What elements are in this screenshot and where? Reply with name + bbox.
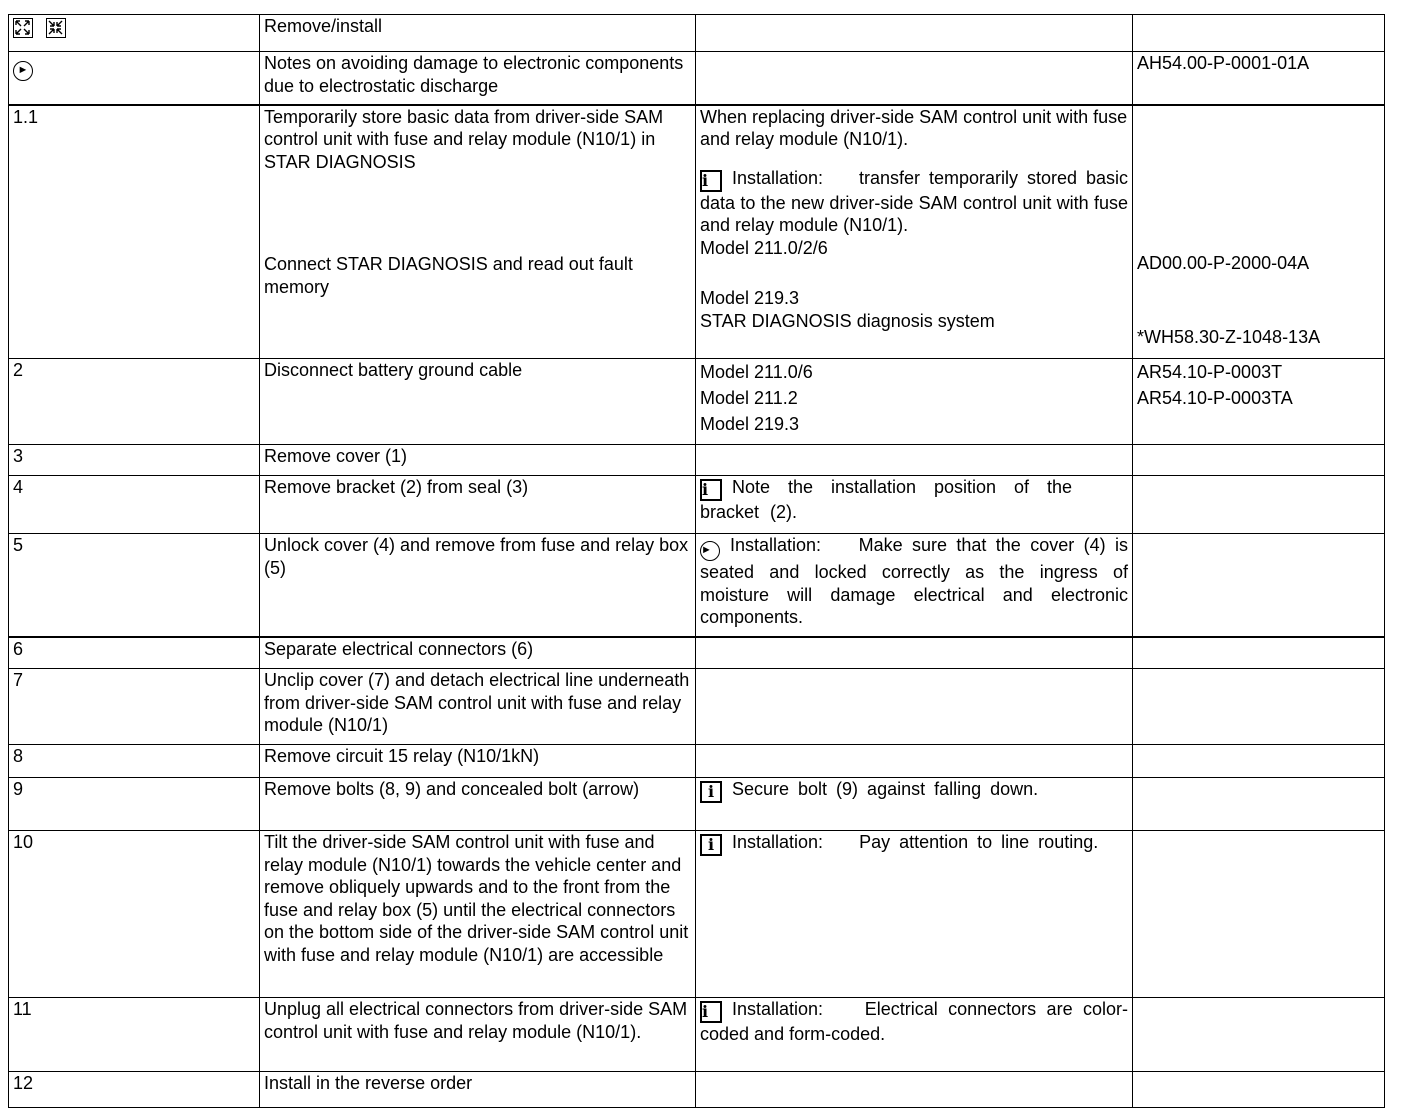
step-number: 8: [9, 745, 260, 778]
install-icon: [46, 18, 66, 38]
step-refs: [1133, 105, 1385, 359]
step-number: 3: [9, 445, 260, 476]
step-action: Unlock cover (4) and remove from fuse and relay box (5): [260, 534, 696, 637]
note-text: When replacing driver-side SAM control unit with fuse and relay module (N10/1).: [700, 106, 1128, 149]
info-icon: i: [700, 479, 722, 501]
tool-text: STAR DIAGNOSIS diagnosis system: [700, 310, 995, 331]
model-text: Model 219.3: [700, 414, 800, 434]
table-row: [9, 778, 1385, 831]
work-instruction-table: [8, 14, 1385, 1108]
info-note: i Installation: transfer temporarily stored basic data to the new driver-side SAM control unit with fuse and relay module (N10/1).: [700, 167, 1128, 235]
table-row: [9, 1072, 1385, 1108]
info-icon: i: [700, 1001, 722, 1023]
table-row: [9, 637, 1385, 669]
step-action: Install in the reverse order: [260, 1072, 696, 1108]
action-text: Temporarily store basic data from driver-side SAM control unit with fuse and relay module (N10/1) in STAR DIAGNOSIS: [264, 106, 664, 172]
step-action: Remove bracket (2) from seal (3): [260, 476, 696, 534]
table-row: [9, 745, 1385, 778]
model-text: Model 211.2: [700, 388, 798, 408]
info-icon: i: [700, 781, 722, 803]
step-number: 10: [9, 831, 260, 998]
step-action: Separate electrical connectors (6): [260, 637, 696, 669]
action-text: Connect STAR DIAGNOSIS and read out fault memory: [264, 254, 633, 297]
step-action: Tilt the driver-side SAM control unit with fuse and relay module (N10/1) towards the vehicle center and remove obliquely upwards and to the front from the fuse and relay box (5) until the electrical connectors on the bottom side of the driver-side SAM control unit with fuse and relay module (N10/1) are accessible: [260, 831, 696, 998]
step-number: 4: [9, 476, 260, 534]
table-row: [9, 669, 1385, 745]
info-icon: i: [700, 170, 722, 192]
header-title: Remove/install: [260, 15, 696, 52]
step-action: [260, 105, 696, 359]
table-row: [9, 831, 1385, 998]
step-notes: [696, 359, 1133, 445]
table-row: [9, 359, 1385, 445]
step-number: 7: [9, 669, 260, 745]
esd-icon-cell: [9, 52, 260, 105]
reference-link[interactable]: AD00.00-P-2000-04A: [1137, 252, 1310, 273]
header-row: [9, 15, 1385, 52]
step-action: Remove cover (1): [260, 445, 696, 476]
remove-icon: [13, 18, 33, 38]
model-text: Model 211.0/6: [700, 362, 813, 382]
step-action: Unclip cover (7) and detach electrical line underneath from driver-side SAM control unit with fuse and relay module (N10/1): [260, 669, 696, 745]
model-text: Model 211.0/2/6: [700, 237, 828, 258]
step-notes: [696, 105, 1133, 359]
reference-link[interactable]: *WH58.30-Z-1048-13A: [1137, 327, 1321, 347]
table-row: [9, 445, 1385, 476]
step-notes: ► Installation: Make sure that the cover (4) is seated and locked correctly as the ingress of moisture will damage electrical and electronic components.: [696, 534, 1133, 637]
step-number: 2: [9, 359, 260, 445]
esd-warning-icon: ►: [700, 541, 720, 561]
step-action: Unplug all electrical connectors from driver-side SAM control unit with fuse and relay module (N10/1).: [260, 998, 696, 1072]
esd-text: Notes on avoiding damage to electronic components due to electrostatic discharge: [260, 52, 696, 105]
header-icons-cell: [9, 15, 260, 52]
step-notes: i Note the installation position of the bracket (2).: [696, 476, 1133, 534]
step-notes: i Secure bolt (9) against falling down.: [696, 778, 1133, 831]
step-notes: i Installation: Electrical connectors are color-coded and form-coded.: [696, 998, 1133, 1072]
reference-link[interactable]: AR54.10-P-0003T: [1137, 362, 1283, 382]
reference-link[interactable]: AR54.10-P-0003TA: [1137, 388, 1293, 408]
model-text: Model 219.3: [700, 288, 800, 308]
step-number: 1.1: [9, 105, 260, 359]
step-number: 12: [9, 1072, 260, 1108]
table-row: [9, 105, 1385, 359]
table-row: [9, 534, 1385, 637]
step-notes: i Installation: Pay attention to line routing.: [696, 831, 1133, 998]
step-action: Disconnect battery ground cable: [260, 359, 696, 445]
step-number: 11: [9, 998, 260, 1072]
step-number: 9: [9, 778, 260, 831]
step-refs: [1133, 359, 1385, 445]
table-row: [9, 476, 1385, 534]
step-action: Remove bolts (8, 9) and concealed bolt (arrow): [260, 778, 696, 831]
esd-ref[interactable]: AH54.00-P-0001-01A: [1133, 52, 1385, 105]
esd-warning-icon: ►: [13, 61, 33, 81]
table-row: [9, 998, 1385, 1072]
step-action: Remove circuit 15 relay (N10/1kN): [260, 745, 696, 778]
info-icon: i: [700, 834, 722, 856]
step-number: 6: [9, 637, 260, 669]
esd-row: [9, 52, 1385, 105]
step-number: 5: [9, 534, 260, 637]
